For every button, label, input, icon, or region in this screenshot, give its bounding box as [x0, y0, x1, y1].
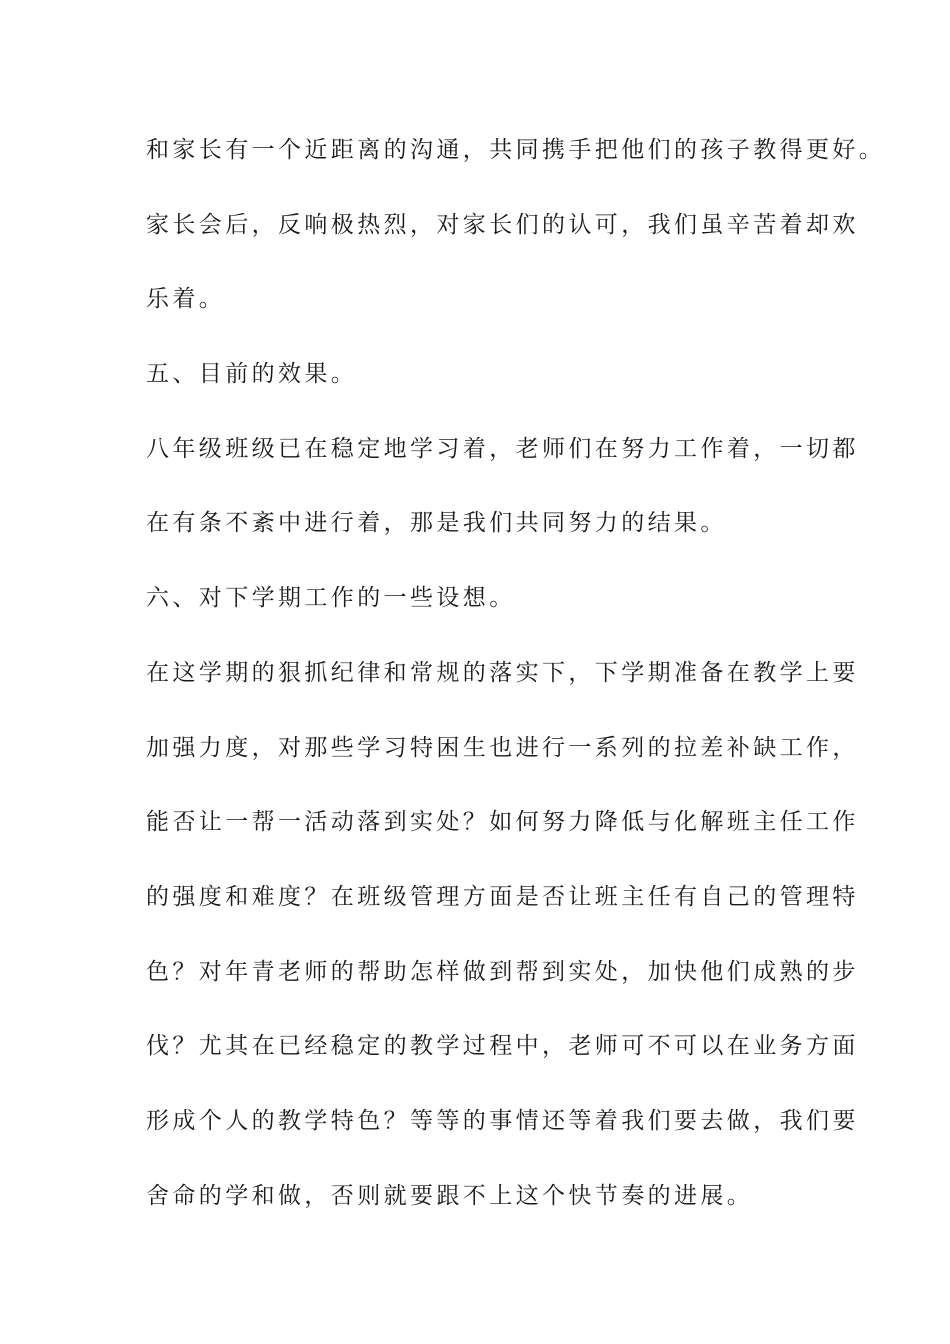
- section-heading: 六、对下学期工作的一些设想。: [146, 585, 516, 612]
- text-line: 在这学期的狠抓纪律和常规的落实下，下学期准备在教学上要: [146, 659, 859, 686]
- text-line: 加强力度，对那些学习特困生也进行一系列的拉差补缺工作，: [146, 734, 859, 761]
- text-line: 形成个人的教学特色？等等的事情还等着我们要去做，我们要: [146, 1107, 859, 1134]
- text-line: 在有条不紊中进行着，那是我们共同努力的结果。: [146, 510, 727, 537]
- text-line: 的强度和难度？在班级管理方面是否让班主任有自己的管理特: [146, 883, 859, 910]
- text-line: 八年级班级已在稳定地学习着，老师们在努力工作着，一切都: [146, 435, 859, 462]
- text-line: 舍命的学和做，否则就要跟不上这个快节奏的进展。: [146, 1182, 754, 1209]
- text-line: 和家长有一个近距离的沟通，共同携手把他们的孩子教得更好。: [146, 137, 886, 163]
- text-line: 家长会后，反响极热烈，对家长们的认可，我们虽辛苦着却欢: [146, 211, 859, 238]
- text-line: 能否让一帮一活动落到实处？如何努力降低与化解班主任工作: [146, 809, 859, 836]
- text-line: 色？对年青老师的帮助怎样做到帮到实处，加快他们成熟的步: [146, 958, 859, 985]
- section-heading: 五、目前的效果。: [146, 361, 358, 388]
- text-line: 乐着。: [146, 286, 226, 313]
- text-line: 伐？尤其在已经稳定的教学过程中，老师可不可以在业务方面: [146, 1033, 859, 1060]
- document-body: [146, 129, 886, 1249]
